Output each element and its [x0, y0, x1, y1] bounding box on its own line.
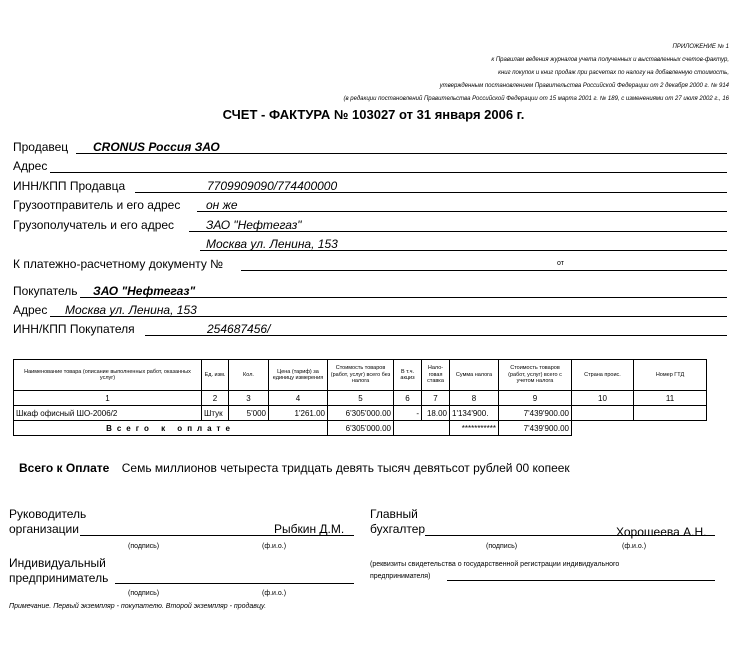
- seller-label: Продавец: [13, 140, 69, 154]
- seller-inn-value: 7709909090/774400000: [207, 179, 338, 193]
- buyer-label: Покупатель: [13, 284, 78, 298]
- column-number: 4: [269, 391, 328, 406]
- buyer-inn-label: ИНН/КПП Покупателя: [13, 322, 135, 336]
- item-unit: Штук: [202, 406, 229, 421]
- head-label-1: Руководитель: [9, 507, 87, 521]
- column-number: 5: [328, 391, 394, 406]
- signature-caption: (подпись): [128, 543, 160, 550]
- column-number: 6: [394, 391, 422, 406]
- signature-caption: (подпись): [486, 543, 518, 550]
- buyer-address-label: Адрес: [13, 303, 48, 317]
- seller-inn-label: ИНН/КПП Продавца: [13, 179, 126, 193]
- table-header-cell: Цена (тариф) за единицу измерения: [269, 360, 328, 391]
- column-number: 2: [202, 391, 229, 406]
- table-header-cell: Страна проис.: [572, 360, 634, 391]
- accountant-label-1: Главный: [370, 507, 418, 521]
- amount-in-words-label: Всего к Оплате: [19, 461, 110, 475]
- item-rate: 18.00: [422, 406, 450, 421]
- table-header-cell: Кол.: [229, 360, 269, 391]
- total-label-cell: [14, 421, 328, 436]
- registration-line: [447, 580, 715, 581]
- accountant-label-2: бухгалтер: [370, 522, 426, 536]
- total-empty-cell: [394, 421, 450, 436]
- column-number: 1: [14, 391, 202, 406]
- footer-note: Примечание. Первый экземпляр - покупателю. Второй экземпляр - продавцу.: [9, 603, 267, 610]
- appendix-line: ПРИЛОЖЕНИЕ № 1: [672, 44, 729, 50]
- address-label: Адрес: [13, 159, 48, 173]
- column-number: 11: [634, 391, 707, 406]
- registration-caption-1: (реквизиты свидетельства о государственной регистрации индивидуального: [370, 561, 620, 568]
- appendix-line: (в редакции постановлений Правительства Российской Федерации от 15 марта 2001 г. № 189, с изменениями от 27 июля 2002 г., 16: [343, 96, 729, 102]
- item-qty: 5'000: [229, 406, 269, 421]
- fio-caption: (ф.и.о.): [622, 543, 647, 550]
- shipper-line: [197, 211, 727, 212]
- item-total: 7'439'900.00: [499, 406, 572, 421]
- consignee-label: Грузополучатель и его адрес: [13, 218, 175, 232]
- appendix-line: утвержденным постановлением Правительства Российской Федерации от 2 декабря 2000 г. № 914: [439, 83, 729, 89]
- column-number: 10: [572, 391, 634, 406]
- table-total-row: [14, 421, 707, 436]
- item-tax: 1'134'900.: [450, 406, 499, 421]
- item-price: 1'261.00: [269, 406, 328, 421]
- table-header-cell: Ед. изм.: [202, 360, 229, 391]
- table-header-cell: Нало-говая ставка: [422, 360, 450, 391]
- head-label-2: организации: [9, 522, 79, 536]
- column-number: 7: [422, 391, 450, 406]
- invoice-title: СЧЕТ - ФАКТУРА № 103027 от 31 января 2006 г.: [222, 107, 525, 122]
- table-header-cell: В т.ч. акциз: [394, 360, 422, 391]
- shipper-value: он же: [206, 198, 238, 212]
- payment-doc-from: от: [557, 260, 564, 267]
- payment-doc-label: К платежно-расчетному документу №: [13, 257, 224, 271]
- table-header-cell: Сумма налога: [450, 360, 499, 391]
- entrepreneur-label-2: предприниматель: [9, 571, 109, 585]
- column-number: 8: [450, 391, 499, 406]
- address-line: [50, 172, 727, 173]
- table-row: [14, 406, 707, 421]
- total-sum: 7'439'900.00: [499, 421, 572, 436]
- head-name: Рыбкин Д.М.: [274, 522, 345, 536]
- table-header-cell: Стоимость товаров (работ, услуг) всего без налога: [328, 360, 394, 391]
- buyer-address-value: Москва ул. Ленина, 153: [65, 303, 197, 317]
- shipper-label: Грузоотправитель и его адрес: [13, 198, 181, 212]
- table-header-row: [14, 360, 707, 391]
- table-header-cell: Номер ГТД: [634, 360, 707, 391]
- table-header-cell: Стоимость товаров (работ, услуг) всего с учетом налога: [499, 360, 572, 391]
- amount-in-words-text: Семь миллионов четыреста тридцать девять тысяч девятьсот рублей 00 копеек: [121, 461, 570, 475]
- item-excise: -: [394, 406, 422, 421]
- signature-caption: (подпись): [128, 590, 160, 597]
- amount-in-words: [19, 459, 570, 477]
- appendix-line: к Правилам ведения журналов учета полученных и выставленных счетов-фактур,: [491, 57, 729, 63]
- item-cost: 6'305'000.00: [328, 406, 394, 421]
- fio-caption: (ф.и.о.): [262, 590, 287, 597]
- accountant-name: Хорошеева А.Н.: [616, 525, 707, 539]
- entrepreneur-label-1: Индивидуальный: [9, 556, 106, 570]
- payment-doc-line: [241, 270, 727, 271]
- item-gtd: [634, 406, 707, 421]
- buyer-value: ЗАО "Нефтегаз": [93, 284, 196, 298]
- total-label: Всего к оплате: [106, 423, 235, 433]
- entrepreneur-signature-line: [115, 583, 354, 584]
- buyer-inn-value: 254687456/: [207, 322, 271, 336]
- consignee-address-value: Москва ул. Ленина, 153: [206, 237, 338, 251]
- item-country: [572, 406, 634, 421]
- invoice-table: [13, 359, 707, 436]
- total-tax: ***********: [450, 421, 499, 436]
- consignee-value: ЗАО "Нефтегаз": [206, 218, 302, 232]
- registration-caption-2: предпринимателя): [370, 573, 431, 580]
- column-number: 9: [499, 391, 572, 406]
- table-number-row: [14, 391, 707, 406]
- column-number: 3: [229, 391, 269, 406]
- fio-caption: (ф.и.о.): [262, 543, 287, 550]
- seller-value: CRONUS Россия ЗАО: [93, 140, 220, 154]
- item-name: Шкаф офисный ШО-2006/2: [14, 406, 202, 421]
- table-header-cell: Наименование товара (описание выполненных работ, оказанных услуг): [14, 360, 202, 391]
- appendix-line: книг покупок и книг продаж при расчетах по налогу на добавленную стоимость,: [498, 70, 729, 76]
- total-cost: 6'305'000.00: [328, 421, 394, 436]
